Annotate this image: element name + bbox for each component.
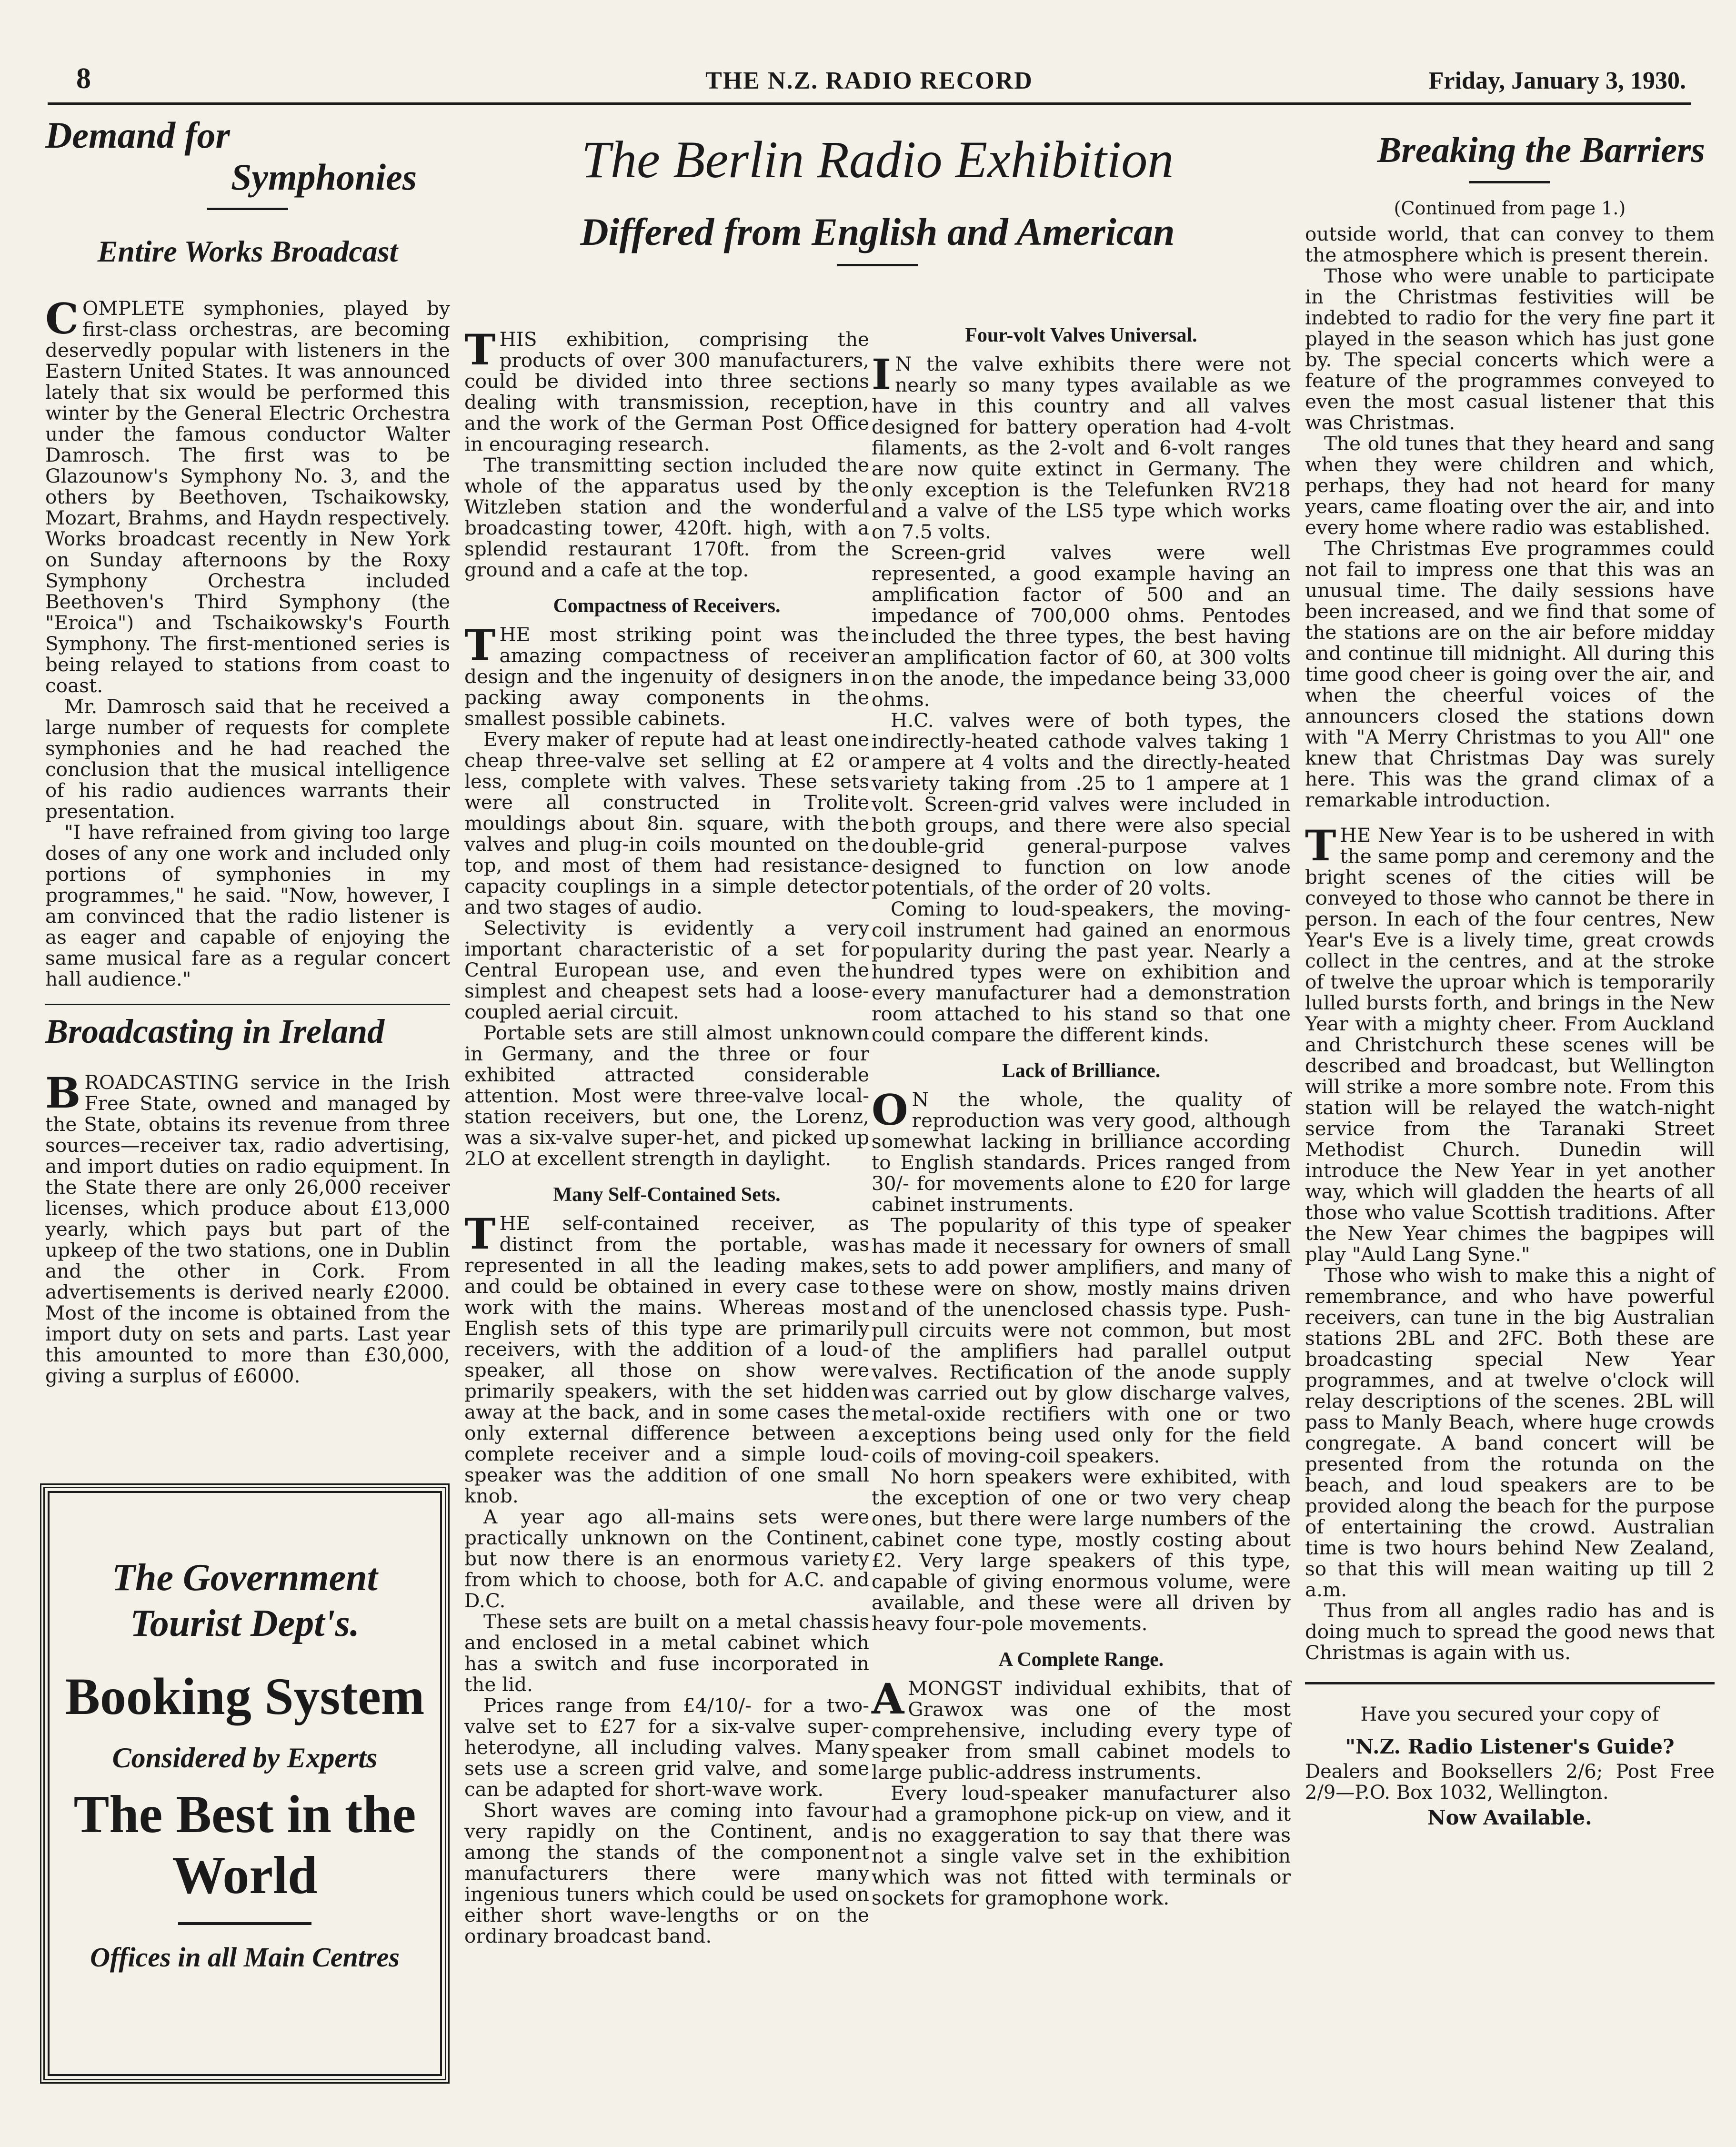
article-title-demand: Demand for Symphonies <box>45 114 417 198</box>
masthead: THE N.Z. RADIO RECORD <box>705 67 1033 94</box>
paragraph: THE most striking point was the amazing compactness of receiver design and the ingenuity of designers in packing away components in the smallest possible cabinets. <box>464 620 869 730</box>
column-demand <box>45 114 450 1386</box>
paragraph: Portable sets are still almost unknown in Germany, and the three or four exhibited attracted considerable attention. Most were three-valve local-station receivers, but one, the Lorenz, was a six-valve super-het, and picked up 2LO at excellent strength in daylight. <box>464 1021 869 1170</box>
title-rule <box>837 264 918 266</box>
section-heading: A Complete Range. <box>998 1649 1164 1671</box>
page-number: 8 <box>76 62 91 95</box>
paragraph: The old tunes that they heard and sang when they were children and which, perhaps, they had not heard for many years, came floating over the air, and into every home where radio was established. <box>1305 432 1715 539</box>
paragraph: THIS exhibition, comprising the products of over 300 manufacturers, could be divided into three sections dealing with transmission, reception, and the work of the German Post Office in encouraging research. <box>464 325 869 455</box>
paragraph: Every loud-speaker manufacturer also had a gramophone pick-up on view, and it is no exaggeration to say that there was not a single valve set in the exhibition which was not fitted with terminals or sockets for gramophone work. <box>872 1782 1291 1909</box>
paragraph: These sets are built on a metal chassis and enclosed in a metal cabinet which has a switch and fuse incorporated in the lid. <box>464 1610 869 1696</box>
paragraph: Prices range from £4/10/- for a two-valve set to £27 for a six-valve super-heterodyne, all including valves. Many sets use a screen grid valve, and some can be adapted for short-wave work. <box>464 1694 869 1801</box>
paragraph: H.C. valves were of both types, the indirectly-heated cathode valves taking 1 ampere at 4 volts and the directly-heated variety taking from .25 to 1 ampere at 1 volt. Screen-grid valves were included in both groups, and there were also special double-grid general-purpose valves designed to function on low anode potentials, of the order of 20 volts. <box>872 709 1291 899</box>
paragraph: A year ago all-mains sets were practically unknown on the Continent, but now there is an enormous variety from which to choose, both for A.C. and D.C. <box>464 1505 869 1612</box>
section-heading: Four-volt Valves Universal. <box>965 324 1197 346</box>
paragraph: The Christmas Eve programmes could not fail to impress one that this was an unusual time. The daily sessions have been increased, and we find that some of the stations are on the air before midday and continue till midnight. All during this time good cheer is going over the air, and when the cheerful voices of the announcers closed the stations down with "A Merry Christmas to you All" one knew that Christmas Day was surely here. This was the grand climax of a remarkable introduction. <box>1305 537 1715 811</box>
column-berlin-2 <box>872 324 1291 1908</box>
paragraph: AMONGST individual exhibits, that of Grawox was one of the most comprehensive, including every type of speaker from small cabinet models to large public-address instruments. <box>872 1674 1291 1784</box>
ad-rule <box>178 1922 311 1925</box>
paragraph: COMPLETE symphonies, played by first-class orchestras, are becoming deservedly popular with listeners in the Eastern United States. It was announced lately that six would be performed this winter by the General Electric Orchestra under the famous conductor Walter Damrosch. The first was to be Glazounow's Symphony No. 3, and the others by Beethoven, Tschaikowsky, Mozart, Brahms, and Haydn respectively. Works broadcast recently in New York on Sunday afternoons by the Roxy Symphony Orchestra included Beethoven's Third Symphony (the "Eroica") and Tschaikowsky's Fourth Symphony. The first-mentioned series is being relayed to stations from coast to coast. <box>45 294 450 697</box>
section-heading: Lack of Brilliance. <box>1002 1060 1161 1082</box>
ad-footer: Offices in all Main Centres <box>90 1942 400 1973</box>
paragraph: Coming to loud-speakers, the moving-coil instrument had gained an enormous popularity during the past year. Nearly a hundred types were on exhibition and every manufacturer had a demonstration room attached to his stand so that one could compare the different kinds. <box>872 897 1291 1046</box>
section-heading: Many Self-Contained Sets. <box>553 1184 781 1206</box>
berlin-heading <box>464 114 1291 276</box>
ad-headline: Booking System <box>65 1667 425 1725</box>
article-title-ireland: Broadcasting in Ireland <box>45 1004 450 1053</box>
paragraph: THE New Year is to be ushered in with the same pomp and ceremony and the bright scenes of the cities will be conveyed to those who cannot be there in person. In each of the four centres, New Year's Eve is a lively time, great crowds collect in the centres, and at the stroke of twelve the uproar which is temporarily lulled bursts forth, and brings in the New Year with a mighty cheer. From Auckland and Christchurch these scenes will be described and broadcast, but Wellington will strike a more sombre note. From this station will be relayed the watch-night service from the Taranaki Street Methodist Church. Dunedin will introduce the New Year in yet another way, which will gladden the hearts of all those who value Scottish traditions. After the New Year chimes the bagpipes will play "Auld Lang Syne." <box>1305 821 1715 1266</box>
section-heading: Compactness of Receivers. <box>553 595 781 617</box>
paragraph: "I have refrained from giving too large doses of any one work and included only portions of symphonies in my programmes," he said. "Now, however, I am convinced that the radio listener is as eager and capable of enjoying the same musical fare as a regular concert hall audience." <box>45 821 450 990</box>
paragraph: Short waves are coming into favour very rapidly on the Continent, and among the stands of the component manufacturers there were many ingenious tuners which could be used on either short wave-lengths or on the ordinary broadcast band. <box>464 1799 869 1947</box>
paragraph: O N the whole, the quality of reproduction was very good, although somewhat lacking in brilliance according to English standards. Prices ranged from 30/- for movements alone to £20 for large cabinet instruments. <box>872 1085 1291 1216</box>
ad-line: The Government Tourist Dept's. <box>112 1557 378 1644</box>
paragraph: No horn speakers were exhibited, with the exception of one or two very cheap ones, but there were large numbers of the cabinet cone type, mostly costing about £2. Very large speakers of this type, capable of giving enormous volume, were available, and these were all driven by heavy four-pole movements. <box>872 1465 1291 1635</box>
issue-date: Friday, January 3, 1930. <box>1428 67 1686 94</box>
paragraph: I N the valve exhibits there were not nearly so many types available as we have in this country and all valves designed for battery operation had 4-volt filaments, as the 2-volt and 6-volt ranges are now quite extinct in Germany. The only exception is the Telefunken RV218 and a valve of the LS5 type which works on 7.5 volts. <box>872 350 1291 543</box>
paragraph: Screen-grid valves were well represented, a good example having an amplification factor of 500 and an impedance of 700,000 ohms. Pentodes included the three types, the best having an amplification factor of 60, at 300 volts on the anode, the impedance being 33,000 ohms. <box>872 541 1291 711</box>
paragraph: Those who were unable to participate in the Christmas festivities will be indebted to radio for the very fine part it played in the season which has just gone by. The special concerts which were a feature of the programmes conveyed to even the most casual listener that this was Christmas. <box>1305 264 1715 434</box>
title-rule <box>207 208 288 210</box>
paragraph: The transmitting section included the whole of the apparatus used by the Witzleben station and the wonderful broadcasting tower, 420ft. high, with a splendid restaurant 170ft. from the ground and a cafe at the top. <box>464 454 869 581</box>
column-berlin-1 <box>464 325 869 1947</box>
guide-availability: Now Available. <box>1427 1806 1592 1829</box>
paragraph: Those who wish to make this a night of remembrance, and who have powerful receivers, can tune in the big Australian stations 2BL and 2FC. Both these are broadcasting special New Year programmes, and at twelve o'clock will relay descriptions of the scenes. 2BL will pass to Manly Beach, where huge crowds congregate. A band concert will be presented from the rotunda on the beach, and loud speakers are to be provided along the beach for the purpose of entertaining the crowd. Australian time is two hours behind New Zealand, so that this will mean waiting up till 2 a.m. <box>1305 1264 1715 1601</box>
column-breaking <box>1305 114 1715 1829</box>
paragraph: outside world, that can convey to them the atmosphere which is present therein. <box>1305 222 1715 266</box>
article-title-berlin: The Berlin Radio Exhibition <box>581 131 1174 189</box>
article-subtitle-berlin: Differed from English and American <box>580 210 1175 253</box>
guide-line: Have you secured your copy of <box>1360 1703 1659 1725</box>
guide-title: "N.Z. Radio Listener's Guide? <box>1345 1735 1675 1758</box>
ad-headline: The Best in the World <box>73 1785 416 1905</box>
article-subtitle-demand: Entire Works Broadcast <box>97 234 398 268</box>
paragraph: THE self-contained receiver, as distinct from the portable, was represented in all the leading makes, and could be obtained in every case to work with the mains. Whereas most English sets of this type are primarily receivers, with the addition of a loud-speaker, all those on show were primarily speakers, with the set hidden away at the back, and in some cases the only external difference between a complete receiver and a simple loud-speaker was the addition of one small knob. <box>464 1209 869 1507</box>
title-rule <box>1469 181 1550 183</box>
ad-line: Considered by Experts <box>112 1742 378 1774</box>
paragraph: Thus from all angles radio has and is doing much to spread the good news that Christmas is again with us. <box>1305 1599 1715 1664</box>
paragraph: BROADCASTING service in the Irish Free State, owned and managed by the State, obtains its revenue from three sources—receiver tax, radio advertising, and import duties on radio equipment. In the State there are only 26,000 receiver licenses, which produce about £13,000 yearly, which pays but part of the upkeep of the two stations, one in Dublin and the other in Cork. From advertisements is derived nearly £2000. Most of the income is obtained from the import duty on sets and parts. Last year this amounted to more than £30,000, giving a surplus of £6000. <box>45 1068 450 1387</box>
paragraph: The popularity of this type of speaker has made it necessary for owners of small sets to add power amplifiers, and many of these were on show, mostly mains driven and of the unenclosed chassis type. Push-pull circuits were not common, but most of the amplifiers had parallel output valves. Rectification of the anode supply was carried out by glow discharge valves, metal-oxide rectifiers with one or two exceptions being used only for the field coils of moving-coil speakers. <box>872 1214 1291 1467</box>
advertisement-booking <box>48 1491 442 2076</box>
article-title-breaking: Breaking the Barriers <box>1377 130 1705 170</box>
guide-price: Dealers and Booksellers 2/6; Post Free 2/9—P.O. Box 1032, Wellington. <box>1305 1761 1715 1804</box>
paragraph: Every maker of repute had at least one cheap three-valve set selling at £2 or less, complete with valves. These sets were all constructed in Trolite mouldings about 8in. square, with the valves and plug-in coils mounted on the top, and most of them had resistance-capacity couplings in a simple detector and two stages of audio. <box>464 728 869 918</box>
paragraph: Selectivity is evidently a very important characteristic of a set for Central European use, and even the simplest and cheapest sets had a loose-coupled aerial circuit. <box>464 917 869 1023</box>
listener-guide-notice <box>1305 1682 1715 1829</box>
paragraph: Mr. Damrosch said that he received a large number of requests for complete symphonies and he had reached the conclusion that the musical intelligence of his radio audiences warrants their presentation. <box>45 695 450 823</box>
continued-note: (Continued from page 1.) <box>1394 198 1626 219</box>
page-header <box>48 62 1691 105</box>
header-rule <box>48 102 1691 105</box>
